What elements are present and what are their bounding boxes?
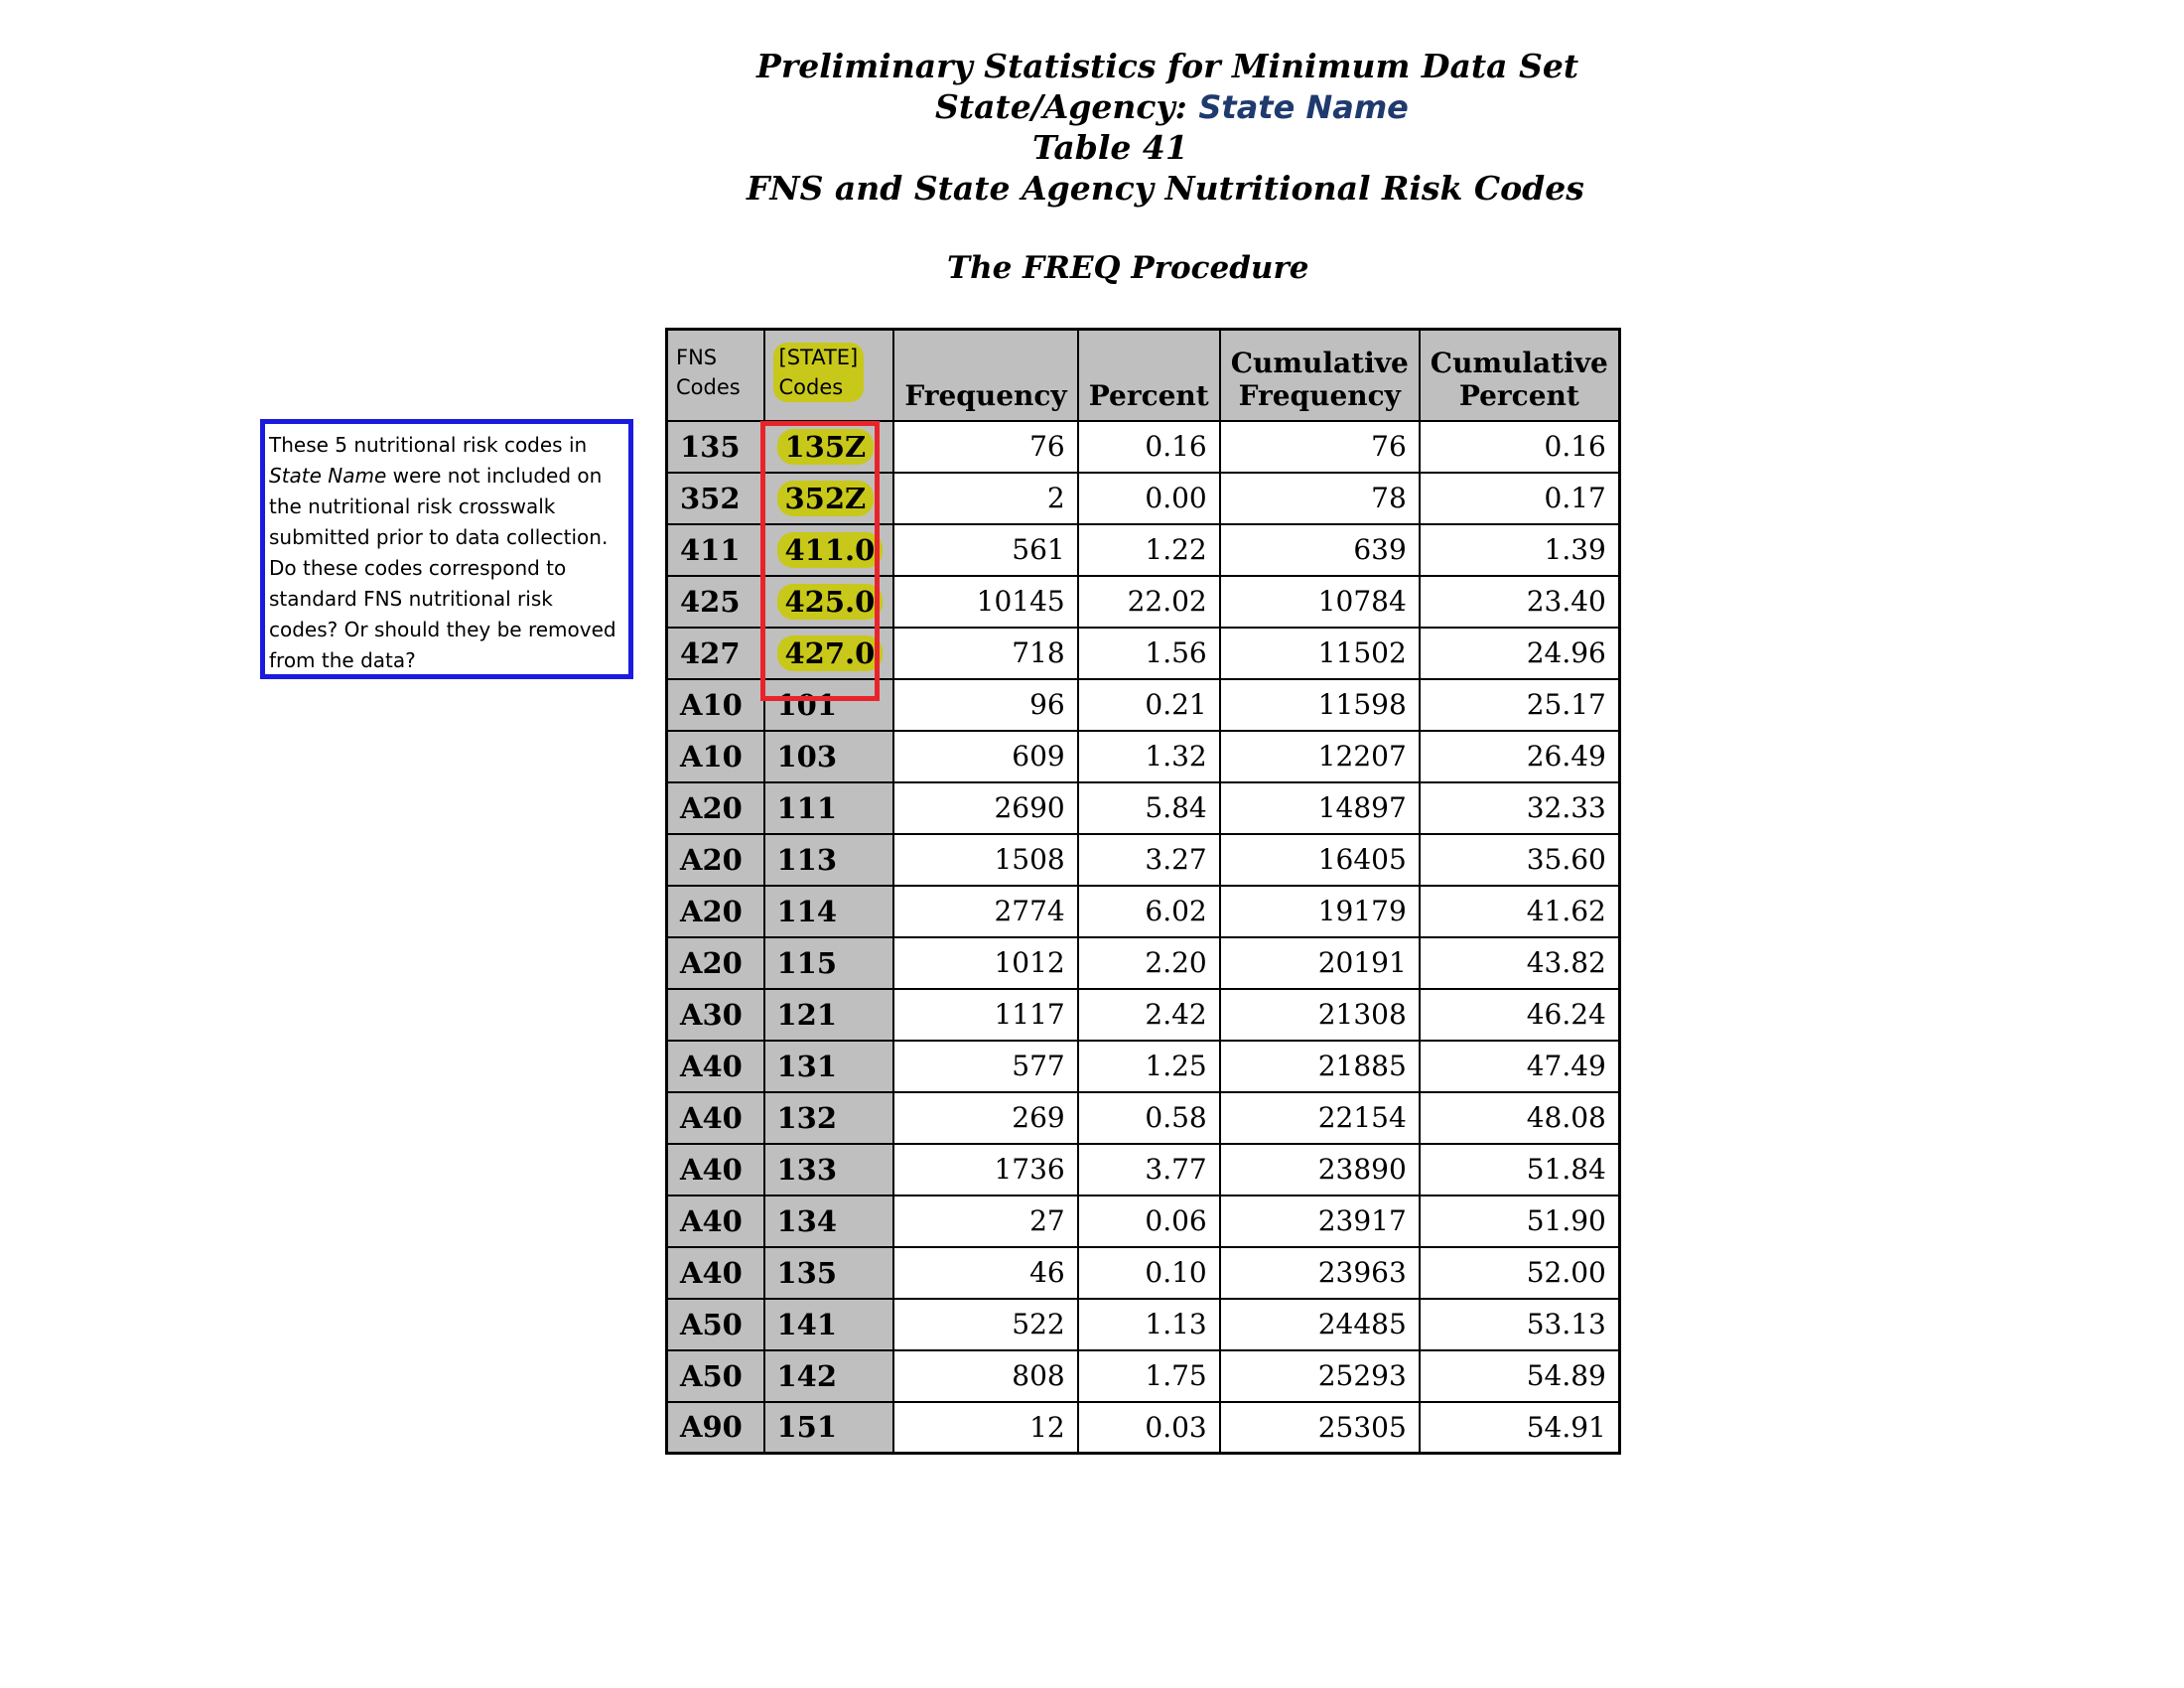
state-code-cell: 113 xyxy=(764,834,894,886)
cumulative-percent-cell: 53.13 xyxy=(1420,1299,1620,1350)
cumulative-frequency-cell: 24485 xyxy=(1220,1299,1420,1350)
cumulative-percent-cell: 47.49 xyxy=(1420,1041,1620,1092)
fns-code-cell: A30 xyxy=(667,989,764,1041)
frequency-cell: 269 xyxy=(893,1092,1077,1144)
percent-cell: 1.56 xyxy=(1078,628,1220,679)
header-state-codes xyxy=(764,330,894,421)
table-row xyxy=(667,989,1620,1041)
percent-cell: 0.58 xyxy=(1078,1092,1220,1144)
table-row xyxy=(667,1041,1620,1092)
cumulative-percent-cell: 0.16 xyxy=(1420,421,1620,473)
table-row xyxy=(667,1350,1620,1402)
frequency-cell: 1736 xyxy=(893,1144,1077,1196)
state-code-cell: 135 xyxy=(764,1247,894,1299)
state-code-cell: 103 xyxy=(764,731,894,782)
cumulative-frequency-cell: 11598 xyxy=(1220,679,1420,731)
table-row xyxy=(667,886,1620,937)
highlight-outline-box xyxy=(760,421,880,701)
percent-cell: 3.27 xyxy=(1078,834,1220,886)
percent-cell: 1.32 xyxy=(1078,731,1220,782)
percent-cell: 5.84 xyxy=(1078,782,1220,834)
table-row xyxy=(667,937,1620,989)
cumulative-frequency-cell: 10784 xyxy=(1220,576,1420,628)
percent-cell: 1.22 xyxy=(1078,524,1220,576)
frequency-cell: 2 xyxy=(893,473,1077,524)
frequency-cell: 96 xyxy=(893,679,1077,731)
frequency-cell: 10145 xyxy=(893,576,1077,628)
highlighted-state-code: 135Z xyxy=(777,429,875,465)
highlighted-state-code: 411.0 xyxy=(777,532,884,568)
fns-code-cell: A40 xyxy=(667,1247,764,1299)
frequency-cell: 718 xyxy=(893,628,1077,679)
fns-code-cell: 411 xyxy=(667,524,764,576)
fns-code-cell: A10 xyxy=(667,731,764,782)
table-row xyxy=(667,1196,1620,1247)
table-row xyxy=(667,782,1620,834)
frequency-cell: 27 xyxy=(893,1196,1077,1247)
percent-cell: 0.00 xyxy=(1078,473,1220,524)
frequency-cell: 2774 xyxy=(893,886,1077,937)
table-number: Table 41 xyxy=(1032,128,1188,167)
note-state-name: State Name xyxy=(269,464,387,488)
state-code-cell: 134 xyxy=(764,1196,894,1247)
state-code-cell: 151 xyxy=(764,1402,894,1454)
cumulative-frequency-cell: 21308 xyxy=(1220,989,1420,1041)
frequency-cell: 1508 xyxy=(893,834,1077,886)
frequency-cell: 609 xyxy=(893,731,1077,782)
cumulative-percent-cell: 35.60 xyxy=(1420,834,1620,886)
fns-code-cell: A40 xyxy=(667,1041,764,1092)
frequency-cell: 76 xyxy=(893,421,1077,473)
state-code-cell: 133 xyxy=(764,1144,894,1196)
state-code-cell: 115 xyxy=(764,937,894,989)
frequency-cell: 808 xyxy=(893,1350,1077,1402)
table-row xyxy=(667,1092,1620,1144)
table-row xyxy=(667,1144,1620,1196)
state-code-cell: 101 xyxy=(764,679,894,731)
state-code-cell: 142 xyxy=(764,1350,894,1402)
cumulative-frequency-cell: 25293 xyxy=(1220,1350,1420,1402)
fns-code-cell: A20 xyxy=(667,886,764,937)
cumulative-percent-cell: 41.62 xyxy=(1420,886,1620,937)
cumulative-percent-cell: 32.33 xyxy=(1420,782,1620,834)
fns-code-cell: A40 xyxy=(667,1196,764,1247)
procedure-title: The FREQ Procedure xyxy=(947,250,1309,286)
cumulative-frequency-cell: 20191 xyxy=(1220,937,1420,989)
percent-cell: 6.02 xyxy=(1078,886,1220,937)
table-row xyxy=(667,1247,1620,1299)
fns-code-cell: A20 xyxy=(667,937,764,989)
percent-cell: 0.16 xyxy=(1078,421,1220,473)
table-header-row xyxy=(667,330,1620,421)
highlighted-state-code: 425.0 xyxy=(777,584,884,620)
header-percent: Percent xyxy=(1078,330,1220,421)
cumulative-percent-cell: 54.89 xyxy=(1420,1350,1620,1402)
state-code-cell: 111 xyxy=(764,782,894,834)
header-cumulative-percent: Cumulative Percent xyxy=(1420,330,1620,421)
percent-cell: 0.03 xyxy=(1078,1402,1220,1454)
percent-cell: 1.13 xyxy=(1078,1299,1220,1350)
state-code-cell: 121 xyxy=(764,989,894,1041)
percent-cell: 22.02 xyxy=(1078,576,1220,628)
table-row xyxy=(667,834,1620,886)
frequency-cell: 577 xyxy=(893,1041,1077,1092)
cumulative-frequency-cell: 76 xyxy=(1220,421,1420,473)
cumulative-percent-cell: 24.96 xyxy=(1420,628,1620,679)
table-title: FNS and State Agency Nutritional Risk Codes xyxy=(747,169,1584,208)
table-row xyxy=(667,731,1620,782)
cumulative-frequency-cell: 78 xyxy=(1220,473,1420,524)
cumulative-frequency-cell: 22154 xyxy=(1220,1092,1420,1144)
cumulative-frequency-cell: 23917 xyxy=(1220,1196,1420,1247)
cumulative-frequency-cell: 16405 xyxy=(1220,834,1420,886)
fns-code-cell: 427 xyxy=(667,628,764,679)
frequency-cell: 1012 xyxy=(893,937,1077,989)
note-text-part2: were not included on the nutritional risk crosswalk submitted prior to data collection. Do these codes correspond to standard FNS nutritional risk codes? Or should they be removed from the data? xyxy=(269,464,616,672)
fns-code-cell: A20 xyxy=(667,782,764,834)
highlighted-state-code: 427.0 xyxy=(777,635,884,671)
header-frequency: Frequency xyxy=(893,330,1077,421)
frequency-cell: 2690 xyxy=(893,782,1077,834)
state-code-cell: 141 xyxy=(764,1299,894,1350)
frequency-cell: 1117 xyxy=(893,989,1077,1041)
cumulative-percent-cell: 0.17 xyxy=(1420,473,1620,524)
frequency-cell: 46 xyxy=(893,1247,1077,1299)
percent-cell: 0.21 xyxy=(1078,679,1220,731)
cumulative-percent-cell: 54.91 xyxy=(1420,1402,1620,1454)
comment-note xyxy=(260,419,633,679)
note-text-part1: These 5 nutritional risk codes in xyxy=(269,433,588,457)
percent-cell: 2.42 xyxy=(1078,989,1220,1041)
cumulative-percent-cell: 26.49 xyxy=(1420,731,1620,782)
header-fns-codes: FNS Codes xyxy=(667,330,764,421)
cumulative-frequency-cell: 639 xyxy=(1220,524,1420,576)
cumulative-percent-cell: 48.08 xyxy=(1420,1092,1620,1144)
header-cumulative-frequency: Cumulative Frequency xyxy=(1220,330,1420,421)
highlighted-state-code: 352Z xyxy=(777,481,875,516)
fns-code-cell: A50 xyxy=(667,1350,764,1402)
fns-code-cell: 135 xyxy=(667,421,764,473)
percent-cell: 1.25 xyxy=(1078,1041,1220,1092)
cumulative-percent-cell: 51.84 xyxy=(1420,1144,1620,1196)
cumulative-frequency-cell: 14897 xyxy=(1220,782,1420,834)
table-row xyxy=(667,1402,1620,1454)
fns-code-cell: A90 xyxy=(667,1402,764,1454)
frequency-cell: 561 xyxy=(893,524,1077,576)
frequency-cell: 522 xyxy=(893,1299,1077,1350)
fns-code-cell: 352 xyxy=(667,473,764,524)
cumulative-frequency-cell: 19179 xyxy=(1220,886,1420,937)
cumulative-frequency-cell: 23890 xyxy=(1220,1144,1420,1196)
cumulative-percent-cell: 52.00 xyxy=(1420,1247,1620,1299)
state-code-cell: 132 xyxy=(764,1092,894,1144)
fns-code-cell: A40 xyxy=(667,1092,764,1144)
state-agency-line xyxy=(935,86,1409,128)
fns-code-cell: 425 xyxy=(667,576,764,628)
cumulative-percent-cell: 1.39 xyxy=(1420,524,1620,576)
cumulative-frequency-cell: 25305 xyxy=(1220,1402,1420,1454)
fns-code-cell: A40 xyxy=(667,1144,764,1196)
cumulative-percent-cell: 23.40 xyxy=(1420,576,1620,628)
fns-code-cell: A50 xyxy=(667,1299,764,1350)
state-name: State Name xyxy=(1198,88,1409,126)
percent-cell: 2.20 xyxy=(1078,937,1220,989)
percent-cell: 0.06 xyxy=(1078,1196,1220,1247)
fns-code-cell: A20 xyxy=(667,834,764,886)
state-code-cell: 131 xyxy=(764,1041,894,1092)
cumulative-percent-cell: 25.17 xyxy=(1420,679,1620,731)
state-codes-highlight: [STATE] Codes xyxy=(773,343,865,402)
percent-cell: 3.77 xyxy=(1078,1144,1220,1196)
cumulative-percent-cell: 43.82 xyxy=(1420,937,1620,989)
cumulative-frequency-cell: 11502 xyxy=(1220,628,1420,679)
cumulative-frequency-cell: 21885 xyxy=(1220,1041,1420,1092)
table-row xyxy=(667,1299,1620,1350)
cumulative-frequency-cell: 12207 xyxy=(1220,731,1420,782)
percent-cell: 1.75 xyxy=(1078,1350,1220,1402)
cumulative-percent-cell: 51.90 xyxy=(1420,1196,1620,1247)
fns-code-cell: A10 xyxy=(667,679,764,731)
frequency-cell: 12 xyxy=(893,1402,1077,1454)
percent-cell: 0.10 xyxy=(1078,1247,1220,1299)
state-code-cell: 114 xyxy=(764,886,894,937)
cumulative-percent-cell: 46.24 xyxy=(1420,989,1620,1041)
state-agency-label: State/Agency: xyxy=(935,87,1199,126)
report-title: Preliminary Statistics for Minimum Data Set xyxy=(756,47,1579,85)
cumulative-frequency-cell: 23963 xyxy=(1220,1247,1420,1299)
